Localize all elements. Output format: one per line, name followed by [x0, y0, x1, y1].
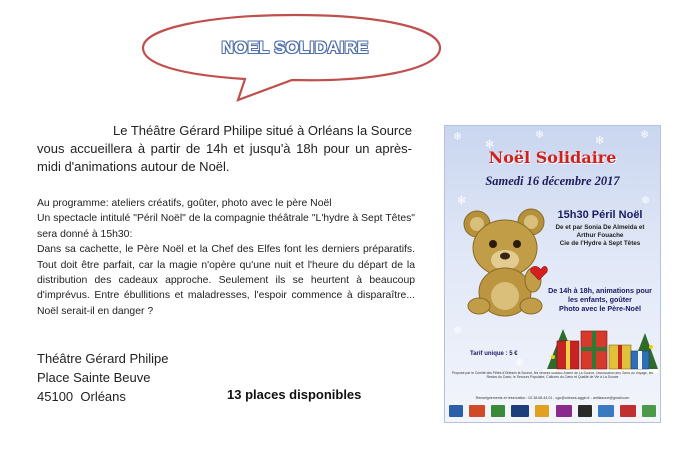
poster-organizers: Proposé par le Comité des Fêtes d'Orléans la Source, les centres sociaux Animé de La Source, l'association des Gens du Voyage, les Restos du Cœur, le Secours Populaire, Cultures du Cœur et Qualité de Vie à La Source — [451, 371, 654, 380]
snowflake-icon: ✻ — [457, 195, 467, 207]
snowflake-icon: ❄ — [535, 129, 545, 141]
intro-text: Le Théâtre Gérard Philipe situé à Orléans la Source vous accueillera à partir de 14h et jusqu'à 18h pour un après-midi d'animations autour de Noël. — [37, 123, 412, 174]
sponsor-logo — [449, 405, 463, 417]
program-synopsis: Dans sa cachette, le Père Noël et la Chef des Elfes font les derniers préparatifs. Tout doit être parfait, car la magie n'opère qu'une nuit et l'heure du départ de la distribution des cadeaux approche. Seulement ils se heurtent à beaucoup d'imprévus. Entre ébullitions et maladresses, l'espoir commence à disparaître... Noël serait-il en danger ? — [37, 244, 415, 317]
teddy-bear-illustration — [459, 206, 551, 318]
poster-credits — [545, 224, 655, 248]
page-title: NOEL SOLIDAIRE — [221, 38, 369, 57]
snowflake-icon: ❄ — [453, 325, 463, 337]
sponsor-logo — [491, 405, 505, 417]
poster-credit-line: Arthur Fouache — [576, 232, 624, 239]
snowflake-icon: ❄ — [640, 129, 650, 141]
poster-activity-line: Photo avec le Père-Noël — [559, 304, 641, 313]
poster-contact: Renseignements et réservation : 02.38.68.44.01 - cgc@orleans-agglo.fr - antilazone@gmail.com — [475, 396, 630, 400]
venue-street: Place Sainte Beuve — [37, 370, 151, 385]
snowflake-icon: ✻ — [595, 135, 605, 147]
program-line: Au programme: ateliers créatifs, goûter, photo avec le père Noël — [37, 198, 332, 209]
event-poster — [444, 125, 661, 423]
poster-activity-line: les enfants, goûter — [568, 295, 632, 304]
poster-activities — [545, 286, 655, 313]
snowflake-icon: ✻ — [485, 139, 495, 151]
sponsor-logo — [511, 405, 529, 417]
poster-title: Noël Solidaire — [488, 148, 617, 167]
poster-price: Tarif unique : 5 € — [470, 351, 518, 357]
sponsor-logo — [642, 405, 656, 417]
venue-name: Théâtre Gérard Philipe — [37, 351, 169, 366]
venue-address — [37, 349, 169, 406]
snowflake-icon: ❄ — [515, 357, 525, 369]
venue-city: 45100 Orléans — [37, 389, 126, 404]
poster-credit-line: Cie de l'Hydre à Sept Têtes — [559, 240, 641, 247]
sponsor-logo — [620, 405, 636, 417]
poster-credit-line: De et par Sonia De Almeida et — [555, 224, 645, 231]
poster-activity-line: De 14h à 18h, animations pour — [548, 286, 652, 295]
poster-show-title: 15h30 Péril Noël — [557, 209, 643, 221]
intro-paragraph — [37, 122, 412, 176]
sponsor-logo — [578, 405, 592, 417]
sponsor-logos — [449, 403, 656, 419]
sponsor-logo — [598, 405, 614, 417]
snowflake-icon: ❄ — [641, 195, 651, 207]
program-show-line: Un spectacle intitulé "Péril Noël" de la compagnie théâtrale "L'hydre à Sept Têtes" sera donné à 15h30: — [37, 213, 415, 240]
sponsor-logo — [469, 405, 485, 417]
sponsor-logo — [535, 405, 549, 417]
poster-date: Samedi 16 décembre 2017 — [485, 174, 620, 188]
program-section — [37, 196, 415, 319]
sponsor-logo — [556, 405, 572, 417]
gifts-illustration — [543, 311, 658, 373]
snowflake-icon: ❄ — [453, 131, 463, 143]
availability-text: 13 places disponibles — [227, 387, 362, 402]
